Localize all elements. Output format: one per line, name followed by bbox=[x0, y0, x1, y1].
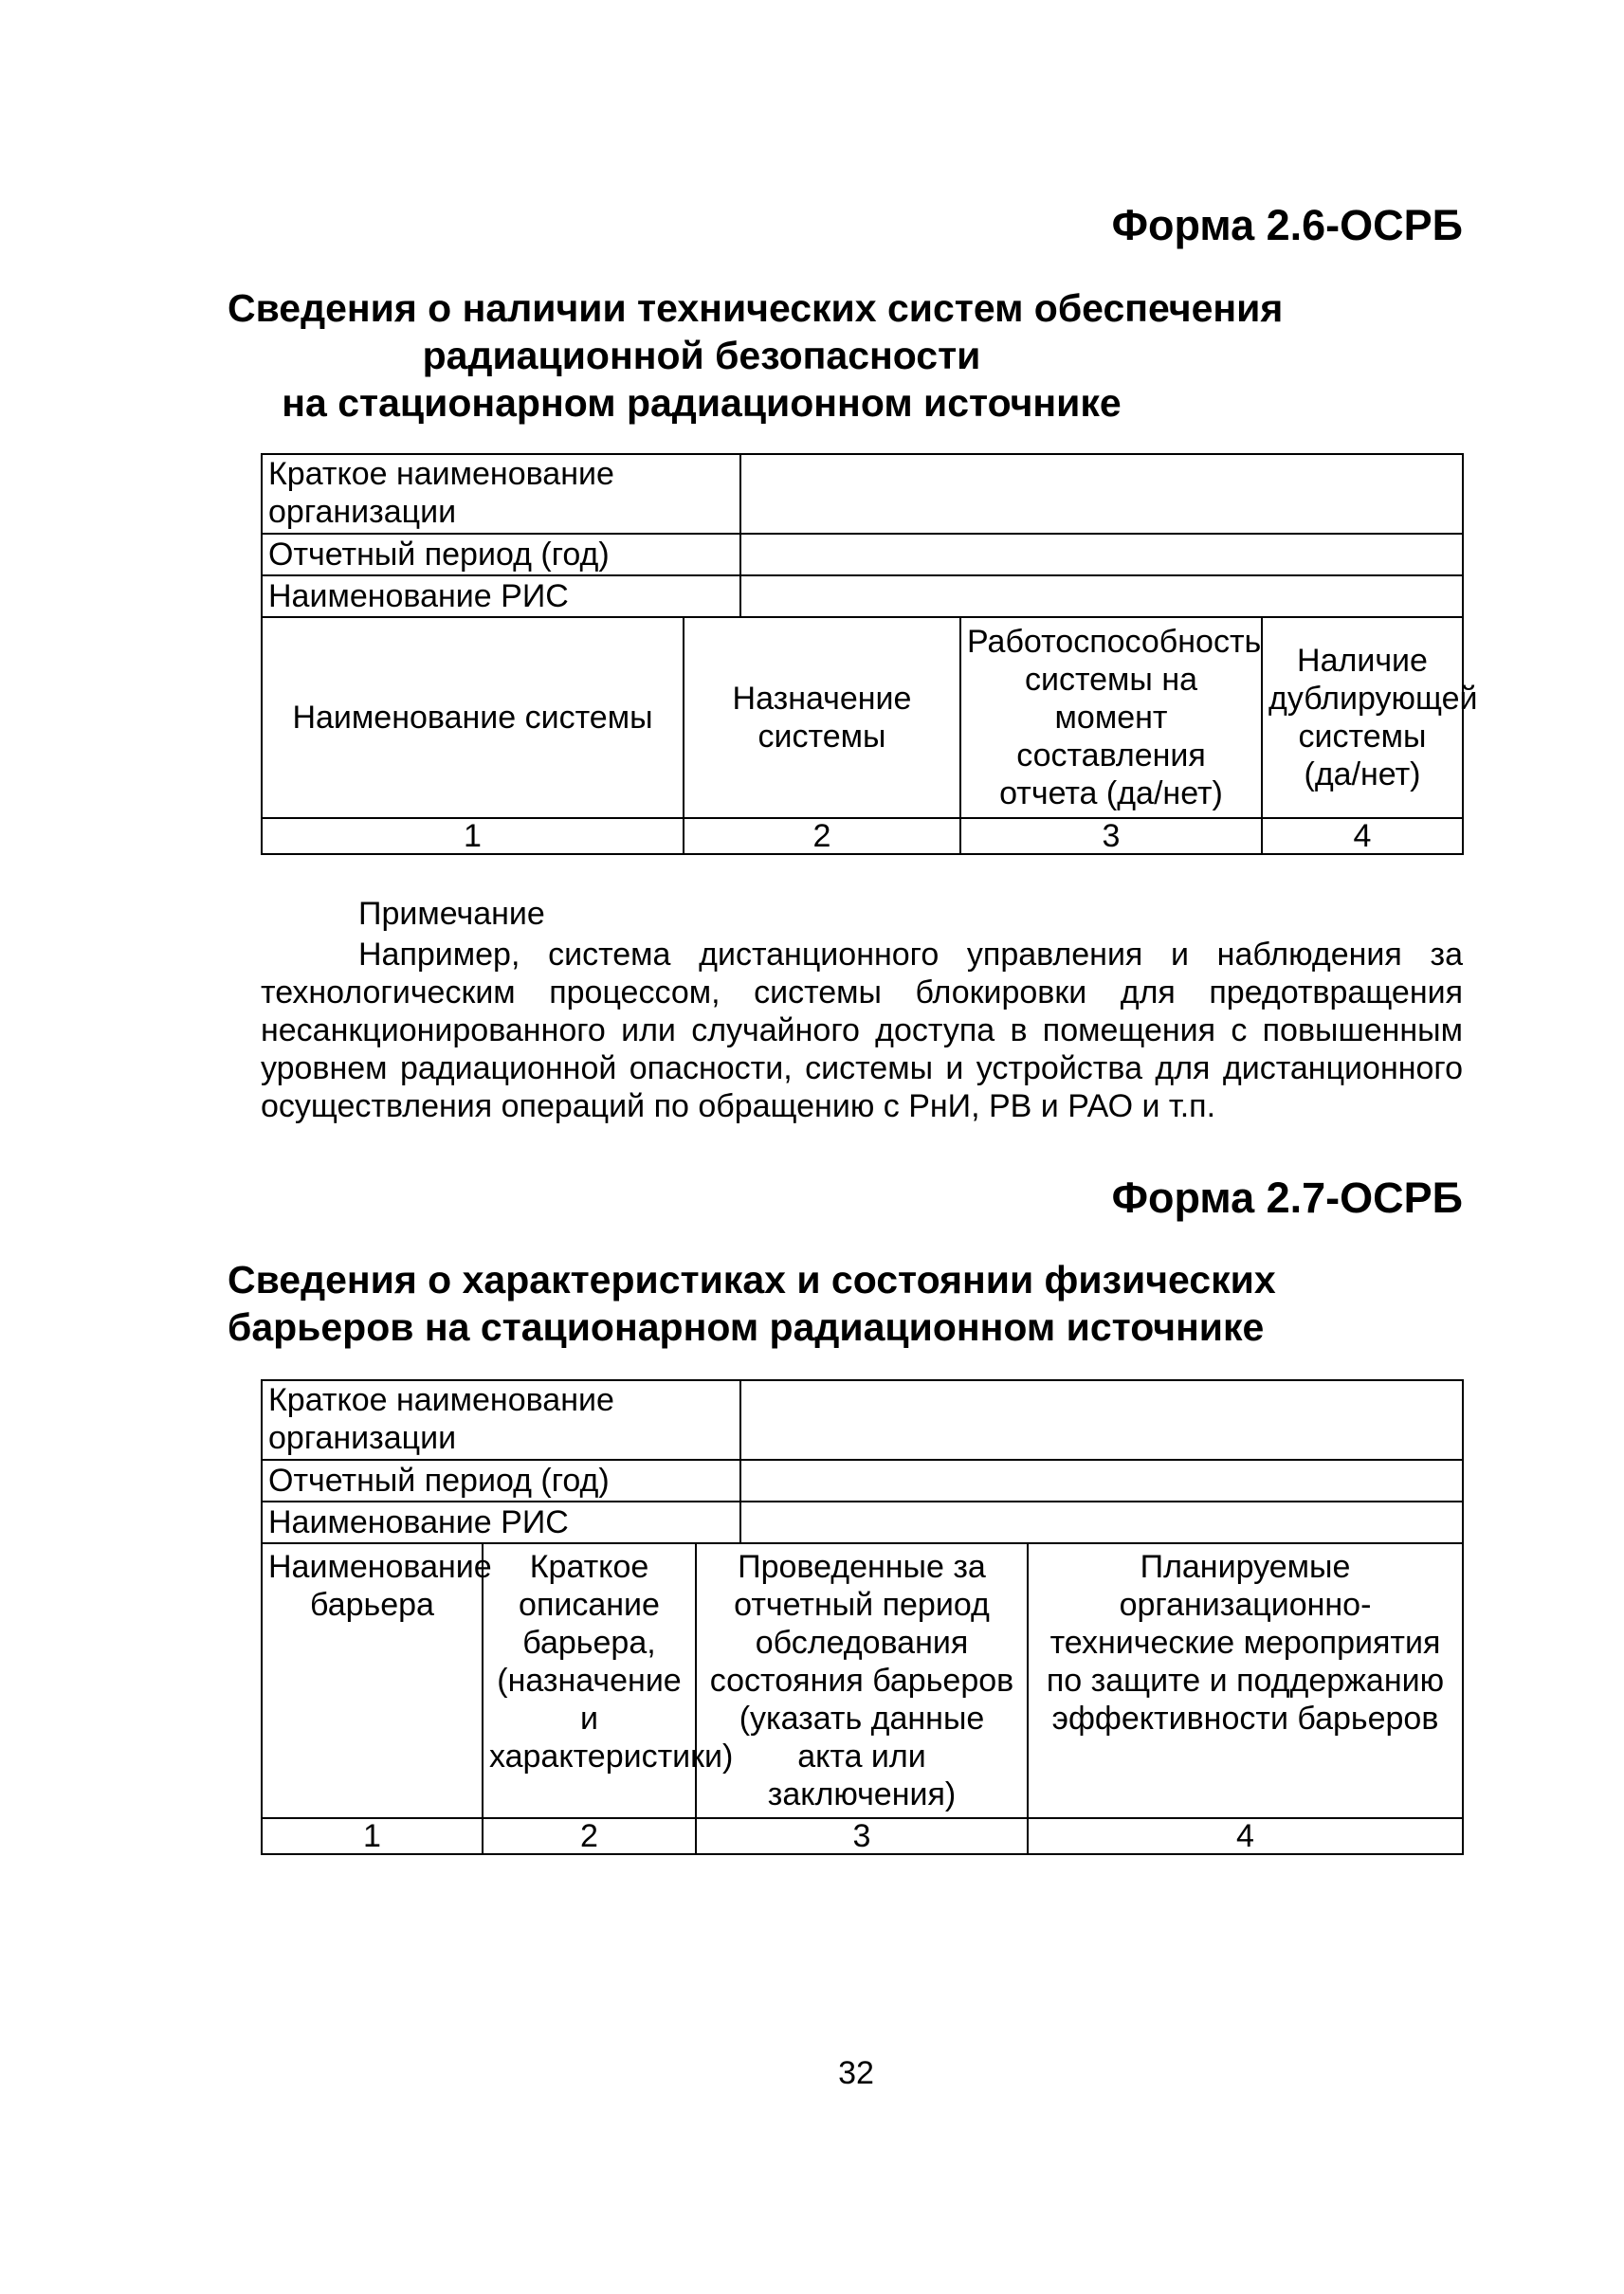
form-2-7-header-table bbox=[261, 1379, 1464, 1544]
period-label: Отчетный период (год) bbox=[262, 1460, 740, 1502]
col-system-purpose: Назначение системы bbox=[684, 617, 960, 818]
col-number: 3 bbox=[960, 818, 1262, 854]
col-number: 4 bbox=[1028, 1818, 1463, 1854]
period-value[interactable] bbox=[740, 1460, 1463, 1502]
col-system-name: Наименование системы bbox=[262, 617, 684, 818]
org-name-value[interactable] bbox=[740, 454, 1463, 534]
title-line: радиационной безопасности bbox=[422, 334, 981, 377]
title-line: барьеров на стационарном радиационном источнике bbox=[228, 1305, 1265, 1349]
period-label: Отчетный период (год) bbox=[262, 534, 740, 575]
form-2-6-title bbox=[228, 284, 1284, 427]
ris-name-value[interactable] bbox=[740, 575, 1463, 617]
col-backup-system: Наличие дублирующей системы (да/нет) bbox=[1262, 617, 1463, 818]
col-barrier-name: Наименование барьера bbox=[262, 1543, 483, 1818]
col-planned-measures: Планируемые организационно-технические мероприятия по защите и поддержанию эффективности барьеров bbox=[1028, 1543, 1463, 1818]
form-2-7-columns-table bbox=[261, 1542, 1464, 1855]
title-line: Сведения о характеристиках и состоянии физических bbox=[228, 1258, 1276, 1302]
ris-name-value[interactable] bbox=[740, 1502, 1463, 1543]
form-2-7-title bbox=[228, 1256, 1276, 1351]
col-number: 3 bbox=[696, 1818, 1028, 1854]
col-number: 1 bbox=[262, 1818, 483, 1854]
form-2-6-columns-table bbox=[261, 616, 1478, 855]
ris-name-label: Наименование РИС bbox=[262, 1502, 740, 1543]
col-number: 2 bbox=[684, 818, 960, 854]
title-line: Сведения о наличии технических систем обеспечения bbox=[228, 286, 1284, 330]
col-number: 4 bbox=[1262, 818, 1463, 854]
org-name-label: Краткое наименование организации bbox=[262, 454, 740, 534]
ris-name-label: Наименование РИС bbox=[262, 575, 740, 617]
col-system-operability: Работоспособность системы на момент составления отчета (да/нет) bbox=[960, 617, 1262, 818]
org-name-value[interactable] bbox=[740, 1380, 1463, 1460]
note-text: Например, система дистанционного управления и наблюдения за технологическим процессом, системы блокировки для предотвращения несанкционированного или случайного доступа в помещения с повышенным уровнем радиационной опасности, системы и устройства для дистанционного осуществления операций по обращению с РнИ, РВ и РАО и т.п. bbox=[261, 937, 1463, 1124]
note-heading: Примечание bbox=[358, 896, 545, 932]
col-barrier-inspections: Проведенные за отчетный период обследования состояния барьеров (указать данные акта или заключения) bbox=[696, 1543, 1028, 1818]
col-number: 1 bbox=[262, 818, 684, 854]
org-name-label: Краткое наименование организации bbox=[262, 1380, 740, 1460]
col-number: 2 bbox=[483, 1818, 696, 1854]
form-2-7-label: Форма 2.7-ОСРБ bbox=[1111, 1174, 1463, 1222]
col-barrier-description: Краткое описание барьера, (назначение и характеристики) bbox=[483, 1543, 696, 1818]
period-value[interactable] bbox=[740, 534, 1463, 575]
form-2-6-label: Форма 2.6-ОСРБ bbox=[1111, 201, 1463, 249]
title-line: на стационарном радиационном источнике bbox=[282, 381, 1122, 425]
page-number: 32 bbox=[838, 2055, 874, 2091]
form-2-6-header-table bbox=[261, 453, 1464, 618]
